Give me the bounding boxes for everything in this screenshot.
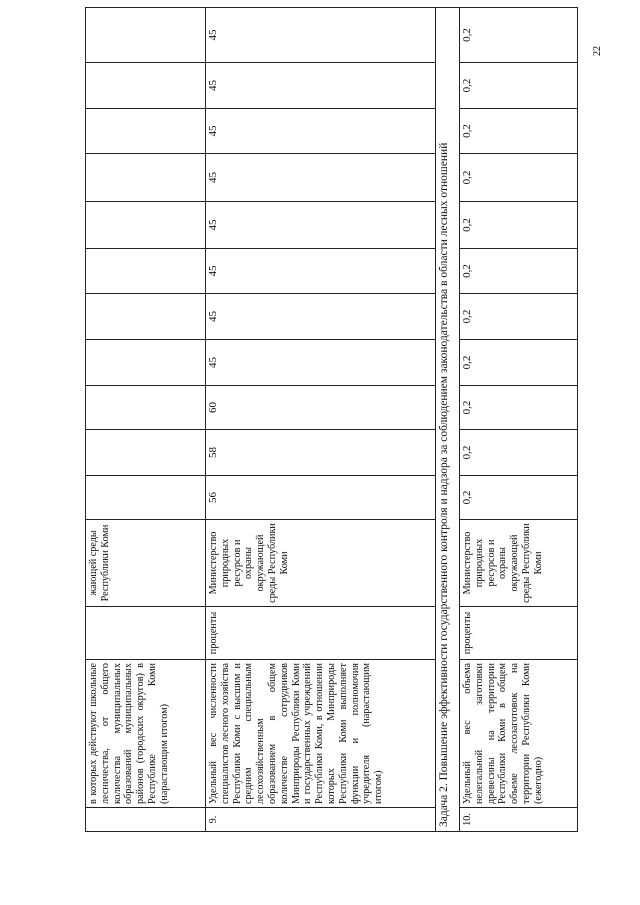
value-cell: 0,2 — [460, 294, 578, 340]
value-cell: 0,2 — [460, 63, 578, 109]
value-cell — [86, 430, 206, 476]
value-cell — [86, 154, 206, 202]
value-cell: 58 — [206, 430, 436, 476]
value-cell: 0,2 — [460, 386, 578, 430]
value-cell — [86, 109, 206, 154]
task-row — [436, 8, 460, 832]
executor-cell: Министерство природных ресурсов и охраны окружающей среды Республики Коми — [460, 520, 578, 607]
value-cell: 45 — [206, 249, 436, 294]
value-cell — [86, 340, 206, 386]
executor-cell: Министерство природных ресурсов и охраны окружающей среды Республики Коми — [206, 520, 436, 607]
value-cell — [86, 476, 206, 520]
executor-cell: жающей среды Республики Коми — [86, 520, 206, 607]
value-cell: 0,2 — [460, 430, 578, 476]
value-cell — [86, 202, 206, 249]
value-cell — [86, 8, 206, 63]
table-row — [460, 8, 578, 832]
value-cell: 0,2 — [460, 340, 578, 386]
value-cell: 45 — [206, 8, 436, 63]
value-cell: 0,2 — [460, 154, 578, 202]
unit-cell — [86, 607, 206, 660]
indicator-cell: Удельный вес численности специалистов лесного хозяйства Республики Коми с высшим и средним специальным лесохозяйственным образованием в общем количестве сотрудников Минприроды Республики Коми и государственных учреждений Республики Коми, в отношении которых Минприроды Республики Коми выполняет функции и полномочия учредителя (нарастающим итогом) — [206, 660, 436, 808]
row-number: 9. — [206, 808, 436, 832]
value-cell: 0,2 — [460, 476, 578, 520]
value-cell: 45 — [206, 340, 436, 386]
value-cell: 45 — [206, 63, 436, 109]
value-cell: 0,2 — [460, 109, 578, 154]
value-cell: 0,2 — [460, 8, 578, 63]
indicator-cell: в которых действуют школьные лесничества, от общего количества муниципальных образований муниципальных районов (городских округов) в Республике Коми (нарастающим итогом) — [86, 660, 206, 808]
task-heading: Задача 2. Повышение эффективности государственного контроля и надзора за соблюдением законодательства в области лесных отношений — [436, 8, 460, 832]
indicators-table — [85, 7, 578, 832]
value-cell: 45 — [206, 202, 436, 249]
value-cell: 0,2 — [460, 249, 578, 294]
table-row — [206, 8, 436, 832]
value-cell: 45 — [206, 294, 436, 340]
value-cell — [86, 63, 206, 109]
value-cell — [86, 386, 206, 430]
indicator-cell: Удельный вес объема нелегальной заготовки древесины на территории Республики Коми в общем объеме лесозаготовок на территории Республики Коми (ежегодно) — [460, 660, 578, 808]
row-number — [86, 808, 206, 832]
value-cell: 45 — [206, 109, 436, 154]
value-cell: 45 — [206, 154, 436, 202]
value-cell: 60 — [206, 386, 436, 430]
value-cell — [86, 249, 206, 294]
value-cell — [86, 294, 206, 340]
value-cell: 56 — [206, 476, 436, 520]
unit-cell: проценты — [460, 607, 578, 660]
value-cell: 0,2 — [460, 202, 578, 249]
page-number: 22 — [592, 46, 603, 56]
table-row — [86, 8, 206, 832]
rotated-page — [85, 8, 580, 832]
row-number: 10. — [460, 808, 578, 832]
unit-cell: проценты — [206, 607, 436, 660]
